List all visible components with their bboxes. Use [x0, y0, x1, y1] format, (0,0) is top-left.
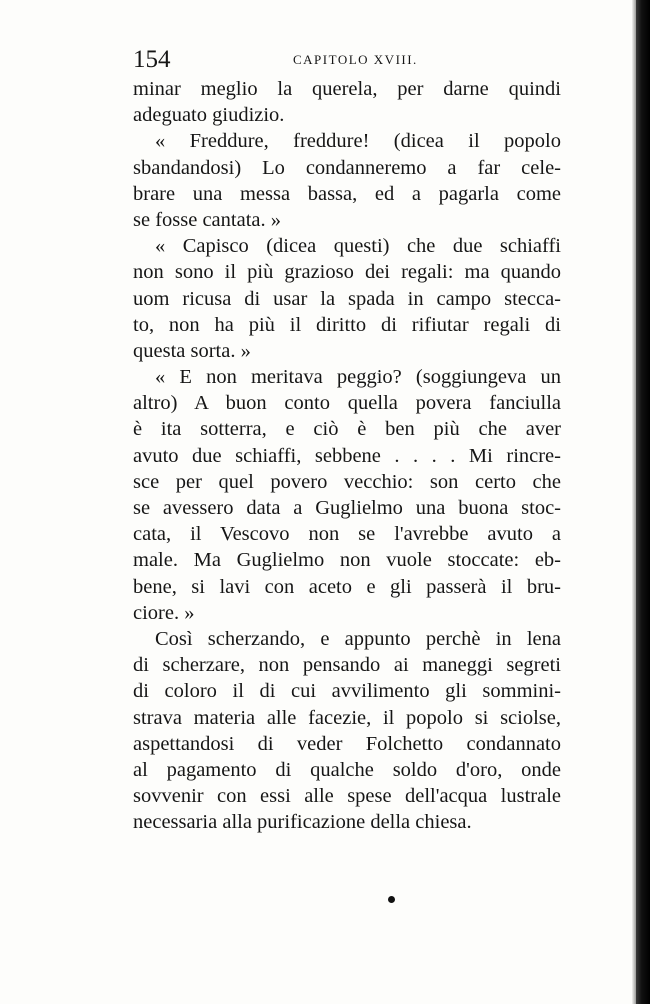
text-line: altro) A buon conto quella povera fanciulla	[133, 392, 561, 415]
text-line: adeguato giudizio.	[133, 104, 285, 127]
text-line: sbandandosi) Lo condanneremo a far cele-	[133, 156, 561, 179]
text-line: bene, si lavi con aceto e gli passerà il bru-	[133, 575, 561, 598]
page-number: 154	[133, 46, 171, 73]
running-head: CAPITOLO XVIII.	[293, 52, 418, 67]
text-line: al pagamento di qualche soldo d'oro, onde	[133, 758, 561, 781]
text-line: sovvenir con essi alle spese dell'acqua lustrale	[133, 785, 561, 808]
text-line: ciore. »	[133, 601, 195, 624]
text-line: è ita sotterra, e ciò è ben più che aver	[133, 418, 561, 441]
text-line: se avessero data a Guglielmo una buona stoc-	[133, 497, 561, 519]
text-line: to, non ha più il diritto di rifiutar regali di	[133, 313, 561, 336]
text-line: « E non meritava peggio? (soggiungeva un	[155, 366, 561, 389]
text-line: questa sorta. »	[133, 339, 251, 362]
body-text	[133, 76, 561, 835]
text-line: « Freddure, freddure! (dicea il popolo	[155, 130, 561, 153]
ink-dot	[388, 896, 395, 903]
text-line: sce per quel povero vecchio: son certo che	[133, 470, 561, 493]
text-line: « Capisco (dicea questi) che due schiaffi	[155, 235, 561, 258]
text-line: non sono il più grazioso dei regali: ma quando	[133, 261, 561, 284]
text-line: minar meglio la querela, per darne quindi	[133, 78, 561, 100]
text-line: necessaria alla purificazione della chiesa.	[133, 811, 472, 834]
text-line: di scherzare, non pensando ai maneggi segreti	[133, 654, 561, 677]
text-line: uom ricusa di usar la spada in campo stecca-	[133, 287, 561, 310]
page-edge-shadow	[636, 0, 650, 1004]
text-line: Così scherzando, e appunto perchè in lena	[155, 627, 561, 650]
text-line: di coloro il di cui avvilimento gli sommini-	[133, 680, 561, 703]
page-header	[133, 44, 561, 76]
text-line: brare una messa bassa, ed a pagarla come	[133, 182, 561, 205]
text-line: se fosse cantata. »	[133, 208, 281, 231]
text-line: strava materia alle facezie, il popolo si sciolse,	[133, 706, 561, 729]
text-line: male. Ma Guglielmo non vuole stoccate: eb-	[133, 549, 561, 572]
text-line: avuto due schiaffi, sebbene . . . . Mi rincre-	[133, 444, 561, 467]
text-line: aspettandosi di veder Folchetto condannato	[133, 732, 561, 755]
text-line: cata, il Vescovo non se l'avrebbe avuto a	[133, 523, 561, 546]
